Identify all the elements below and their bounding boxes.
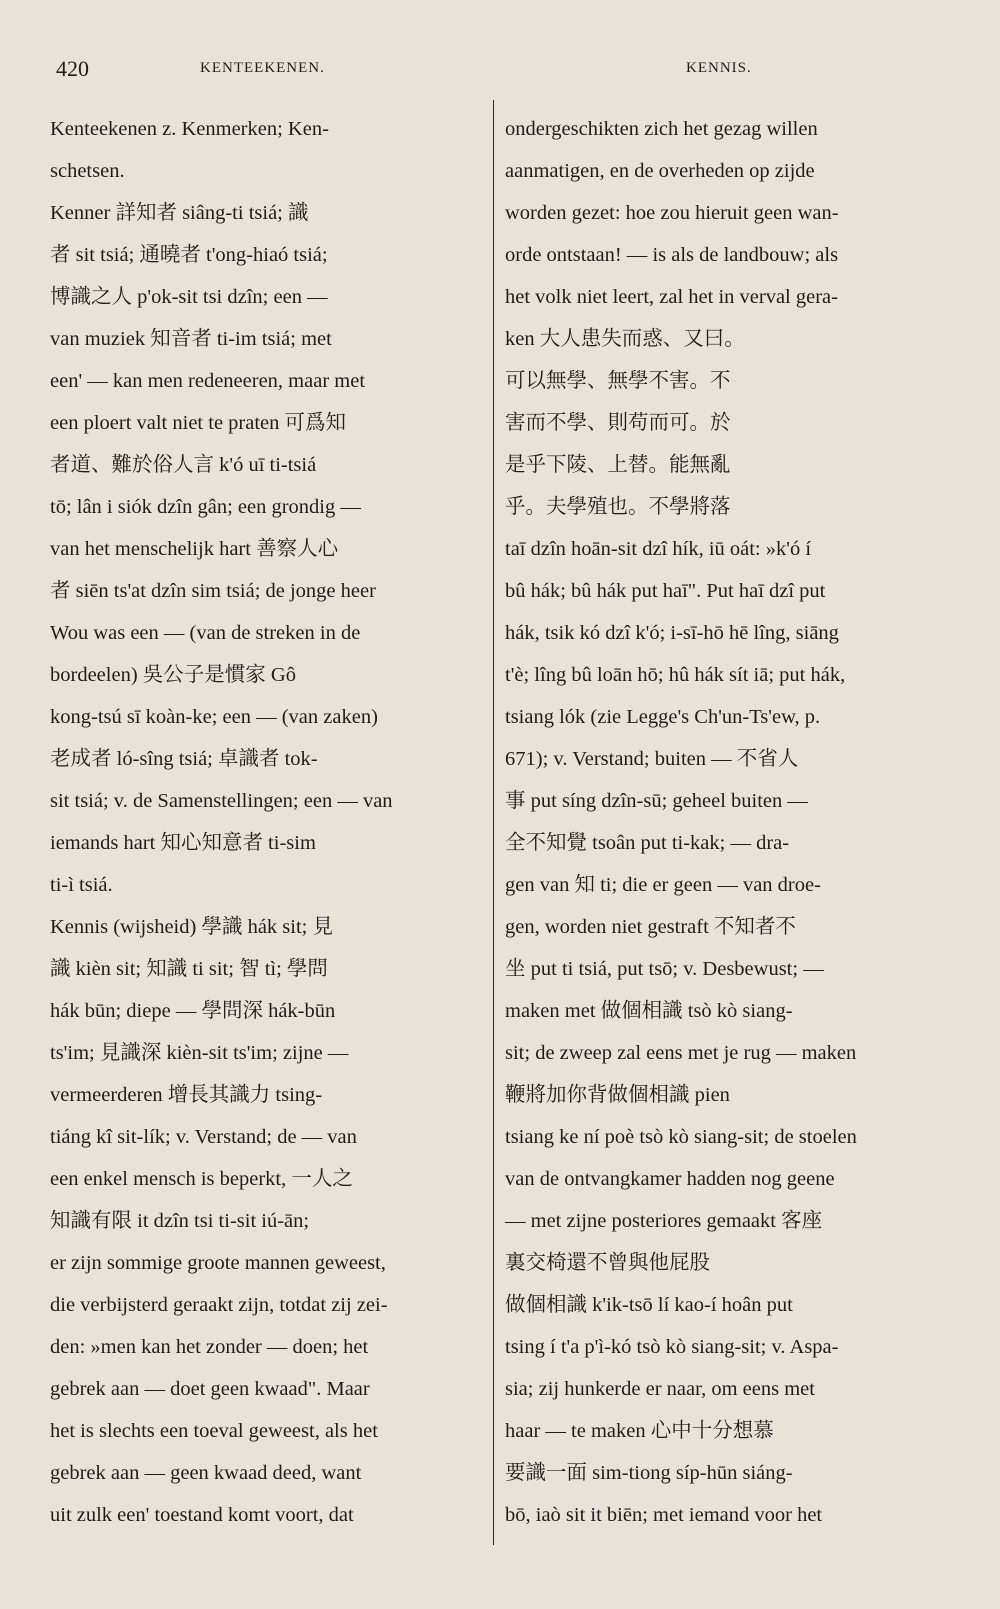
text-line: bû hák; bû hák put haī". Put haī dzî put [505, 580, 826, 602]
text-line: 裏交椅還不曾與他屁股 [505, 1252, 710, 1274]
text-line: aanmatigen, en de overheden op zijde [505, 160, 815, 182]
text-line: 要識一面 sim-tiong síp-hūn siáng- [505, 1462, 793, 1484]
text-line: tsiang ke ní poè tsò kò siang-sit; de stoelen [505, 1126, 857, 1148]
text-line: hák būn; diepe — 學問深 hák-būn [50, 1000, 336, 1022]
text-line: sit tsiá; v. de Samenstellingen; een — van [50, 790, 393, 812]
text-line: orde ontstaan! — is als de landbouw; als [505, 244, 839, 266]
text-line: ti-ì tsiá. [50, 874, 113, 896]
text-line: 坐 put ti tsiá, put tsō; v. Desbewust; — [505, 958, 824, 980]
text-line: 害而不學、則苟而可。於 [505, 412, 731, 434]
text-line: kong-tsú sī koàn-ke; een — (van zaken) [50, 706, 378, 728]
text-line: er zijn sommige groote mannen geweest, [50, 1252, 386, 1274]
text-line: haar — te maken 心中十分想慕 [505, 1420, 774, 1442]
text-line: 事 put síng dzîn-sū; geheel buiten — [505, 790, 808, 812]
text-line: worden gezet: hoe zou hieruit geen wan- [505, 202, 839, 224]
text-line: het volk niet leert, zal het in verval gera- [505, 286, 838, 308]
text-line: tsing í t'a p'ì-kó tsò kò siang-sit; v. Aspa- [505, 1336, 839, 1358]
text-line: sia; zij hunkerde er naar, om eens met [505, 1378, 815, 1400]
text-line: 671); v. Verstand; buiten — 不省人 [505, 748, 799, 770]
text-line: vermeerderen 增長其識力 tsing- [50, 1084, 323, 1106]
text-line: een' — kan men redeneeren, maar met [50, 370, 366, 392]
right-column [505, 108, 935, 1536]
text-line: 識 kièn sit; 知識 ti sit; 智 tì; 學問 [50, 958, 328, 980]
text-line: 可以無學、無學不害。不 [505, 370, 731, 392]
text-line: schetsen. [50, 160, 125, 182]
running-head-left: KENTEEKENEN. [200, 60, 325, 76]
left-column [50, 108, 480, 1536]
text-line: 知識有限 it dzîn tsi ti-sit iú-ān; [50, 1210, 310, 1232]
text-line: uit zulk een' toestand komt voort, dat [50, 1504, 354, 1526]
text-line: gen van 知 ti; die er geen — van droe- [505, 874, 821, 896]
running-head-right: KENNIS. [686, 60, 752, 76]
text-line: een ploert valt niet te praten 可爲知 [50, 412, 347, 434]
text-line: maken met 做個相識 tsò kò siang- [505, 1000, 793, 1022]
text-line: het is slechts een toeval geweest, als het [50, 1420, 378, 1442]
text-line: Kennis (wijsheid) 學識 hák sit; 見 [50, 916, 333, 938]
text-line: 全不知覺 tsoân put ti-kak; — dra- [505, 832, 790, 854]
text-line: tiáng kî sit-lík; v. Verstand; de — van [50, 1126, 357, 1148]
text-line: — met zijne posteriores gemaakt 客座 [505, 1210, 823, 1232]
text-line: 老成者 ló-sîng tsiá; 卓識者 tok- [50, 748, 318, 770]
text-line: bō, iaò sit it biēn; met iemand voor het [505, 1504, 823, 1526]
text-line: een enkel mensch is beperkt, 一人之 [50, 1168, 353, 1190]
text-line: 鞭將加你背做個相識 pien [505, 1084, 730, 1106]
text-line: ts'im; 見識深 kièn-sit ts'im; zijne — [50, 1042, 349, 1064]
text-line: Kenner 詳知者 siâng-ti tsiá; 識 [50, 202, 309, 224]
text-line: van het menschelijk hart 善察人心 [50, 538, 339, 560]
text-line: den: »men kan het zonder — doen; het [50, 1336, 369, 1358]
text-line: Wou was een — (van de streken in de [50, 622, 361, 644]
text-line: 者道、難於俗人言 k'ó uī ti-tsiá [50, 454, 317, 476]
text-line: sit; de zweep zal eens met je rug — maken [505, 1042, 857, 1064]
page-number: 420 [56, 56, 89, 81]
text-line: van de ontvangkamer hadden nog geene [505, 1168, 835, 1190]
text-line: gebrek aan — geen kwaad deed, want [50, 1462, 362, 1484]
text-line: iemands hart 知心知意者 ti-sim [50, 832, 316, 854]
text-line: taī dzîn hoān-sit dzî hík, iū oát: »k'ó í [505, 538, 812, 560]
text-line: die verbijsterd geraakt zijn, totdat zij zei- [50, 1294, 388, 1316]
text-line: ken 大人患失而惑、又曰。 [505, 328, 745, 350]
text-line: 乎。夫學殖也。不學將落 [505, 496, 731, 518]
text-line: gebrek aan — doet geen kwaad". Maar [50, 1378, 370, 1400]
text-line: hák, tsik kó dzî k'ó; i-sī-hō hē lîng, siāng [505, 622, 839, 644]
text-line: Kenteekenen z. Kenmerken; Ken- [50, 118, 329, 140]
text-line: gen, worden niet gestraft 不知者不 [505, 916, 796, 938]
text-line: tō; lân i siók dzîn gân; een grondig — [50, 496, 361, 518]
text-line: tsiang lók (zie Legge's Ch'un-Ts'ew, p. [505, 706, 821, 728]
text-line: 者 sit tsiá; 通曉者 t'ong-hiaó tsiá; [50, 244, 328, 266]
text-line: t'è; lîng bû loān hō; hû hák sít iā; put hák, [505, 664, 846, 686]
text-line: 做個相識 k'ik-tsō lí kao-í hoân put [505, 1294, 793, 1316]
column-divider [493, 100, 494, 1545]
text-line: van muziek 知音者 ti-im tsiá; met [50, 328, 332, 350]
text-line: 是乎下陵、上替。能無亂 [505, 454, 731, 476]
text-line: bordeelen) 吳公子是慣家 Gô [50, 664, 296, 686]
text-line: ondergeschikten zich het gezag willen [505, 118, 818, 140]
text-line: 博識之人 p'ok-sit tsi dzîn; een — [50, 286, 328, 308]
text-line: 者 siēn ts'at dzîn sim tsiá; de jonge heer [50, 580, 376, 602]
